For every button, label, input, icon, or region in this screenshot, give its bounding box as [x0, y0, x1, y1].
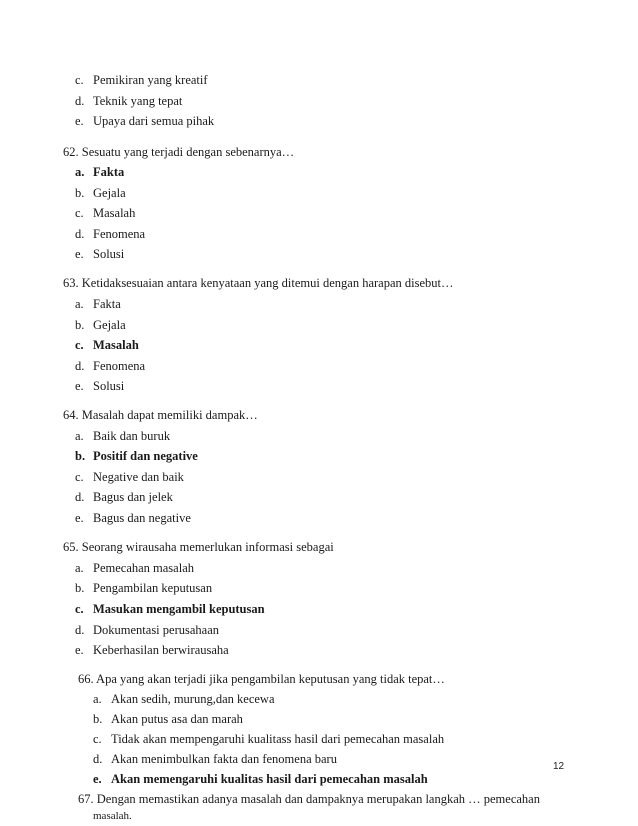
option-b: b. Gejala	[75, 318, 126, 332]
question-67: 67. Dengan memastikan adanya masalah dan dampaknya merupakan langkah … pemecahan	[78, 792, 540, 806]
option-c: c. Masalah	[75, 206, 136, 220]
option-d: d. Bagus dan jelek	[75, 490, 173, 504]
option-b: b. Gejala	[75, 186, 126, 200]
option-a: a. Pemecahan masalah	[75, 561, 194, 575]
option-c: c. Pemikiran yang kreatif	[75, 73, 208, 87]
option-b: b. Positif dan negative	[75, 449, 198, 463]
option-a: a. Fakta	[75, 297, 121, 311]
option-d: d. Teknik yang tepat	[75, 94, 183, 108]
option-c: c. Tidak akan mempengaruhi kualitass hasil dari pemecahan masalah	[93, 732, 445, 746]
option-e: e. Solusi	[75, 247, 125, 261]
option-a: a. Akan sedih, murung,dan kecewa	[93, 692, 275, 706]
question-63: 63. Ketidaksesuaian antara kenyataan yang ditemui dengan harapan disebut…	[63, 276, 454, 290]
option-c: c. Negative dan baik	[75, 470, 184, 484]
option-a: a. Baik dan buruk	[75, 429, 171, 443]
question-62: 62. Sesuatu yang terjadi dengan sebenarnya…	[63, 145, 295, 159]
option-e: e. Solusi	[75, 379, 125, 393]
question-64: 64. Masalah dapat memiliki dampak…	[63, 408, 258, 422]
option-d: d. Fenomena	[75, 227, 146, 241]
option-d: d. Dokumentasi perusahaan	[75, 623, 220, 637]
question-66: 66. Apa yang akan terjadi jika pengambilan keputusan yang tidak tepat…	[78, 672, 445, 686]
option-c: c. Masalah	[75, 338, 139, 352]
option-c: c. Masukan mengambil keputusan	[75, 602, 265, 616]
page-number: 12	[553, 761, 565, 772]
option-d: d. Akan menimbulkan fakta dan fenomena baru	[93, 752, 337, 766]
option-b: b. Pengambilan keputusan	[75, 581, 213, 595]
question-65: 65. Seorang wirausaha memerlukan informasi sebagai	[63, 540, 334, 554]
option-b: b. Akan putus asa dan marah	[93, 712, 243, 726]
option-d: d. Fenomena	[75, 359, 146, 373]
question-67-continuation: masalah.	[93, 810, 132, 822]
option-e: e. Bagus dan negative	[75, 511, 191, 525]
option-a: a. Fakta	[75, 165, 125, 179]
option-e: e. Keberhasilan berwirausaha	[75, 643, 229, 657]
option-e: e. Akan memengaruhi kualitas hasil dari pemecahan masalah	[93, 772, 428, 786]
option-e: e. Upaya dari semua pihak	[75, 114, 215, 128]
